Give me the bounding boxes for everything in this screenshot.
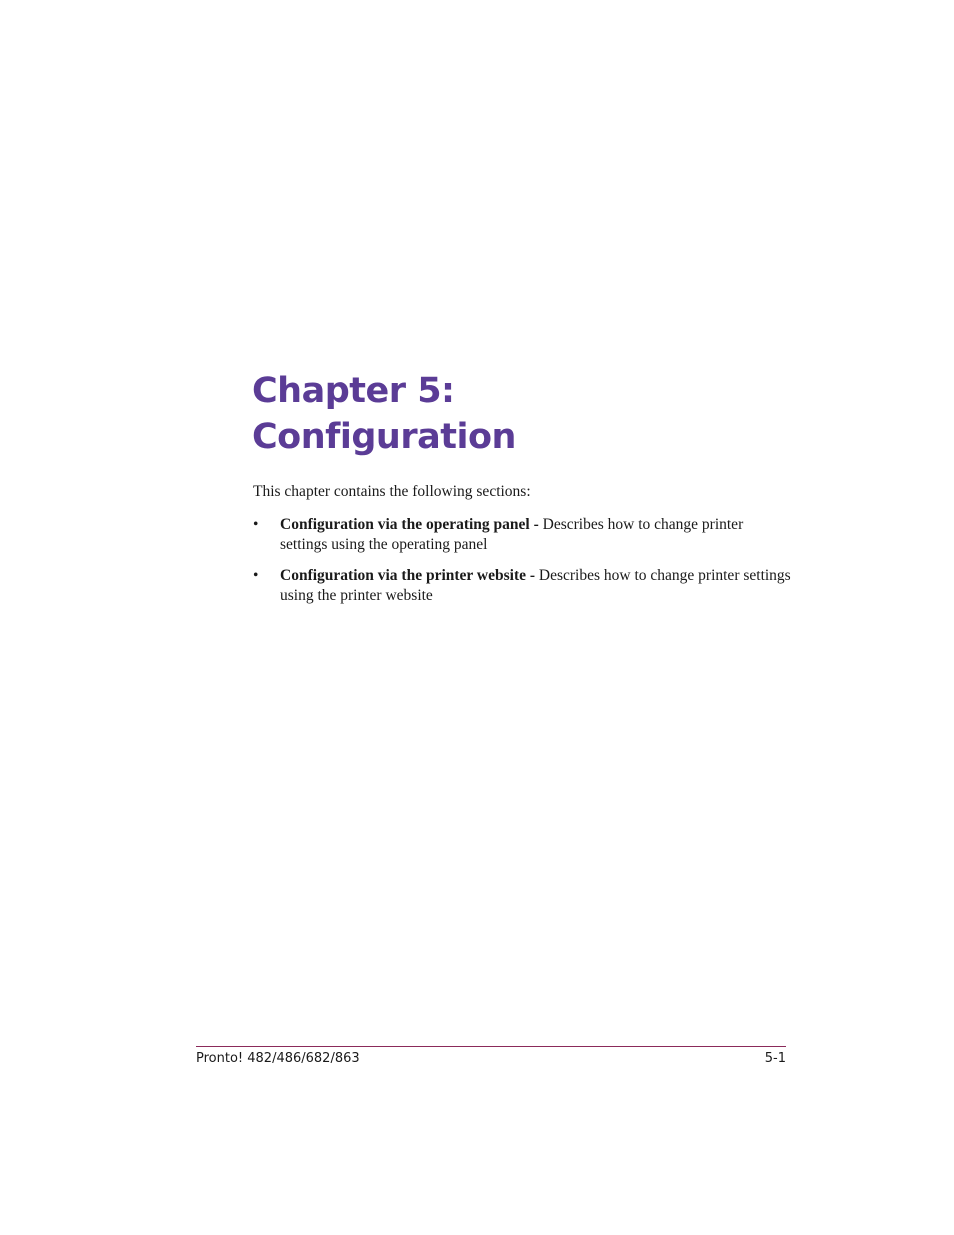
section-title: Configuration via the printer website - — [280, 567, 536, 584]
footer-product-name: Pronto! 482/486/682/863 — [196, 1051, 360, 1066]
intro-text: This chapter contains the following sections: — [253, 483, 531, 500]
chapter-title — [252, 368, 516, 460]
chapter-title-line2: Configuration — [252, 417, 516, 457]
chapter-title-line1: Chapter 5: — [252, 371, 455, 411]
section-description: Describes how to change printer settings using the operating panel — [280, 516, 744, 553]
bullet-icon: • — [253, 567, 259, 584]
footer-divider — [196, 1046, 786, 1047]
section-list — [253, 515, 793, 617]
list-item — [253, 566, 793, 605]
section-description: Describes how to change printer settings using the printer website — [280, 567, 791, 604]
footer-page-number: 5-1 — [764, 1051, 786, 1066]
list-item — [253, 515, 793, 554]
section-title: Configuration via the operating panel - — [280, 516, 539, 533]
bullet-icon: • — [253, 516, 259, 533]
